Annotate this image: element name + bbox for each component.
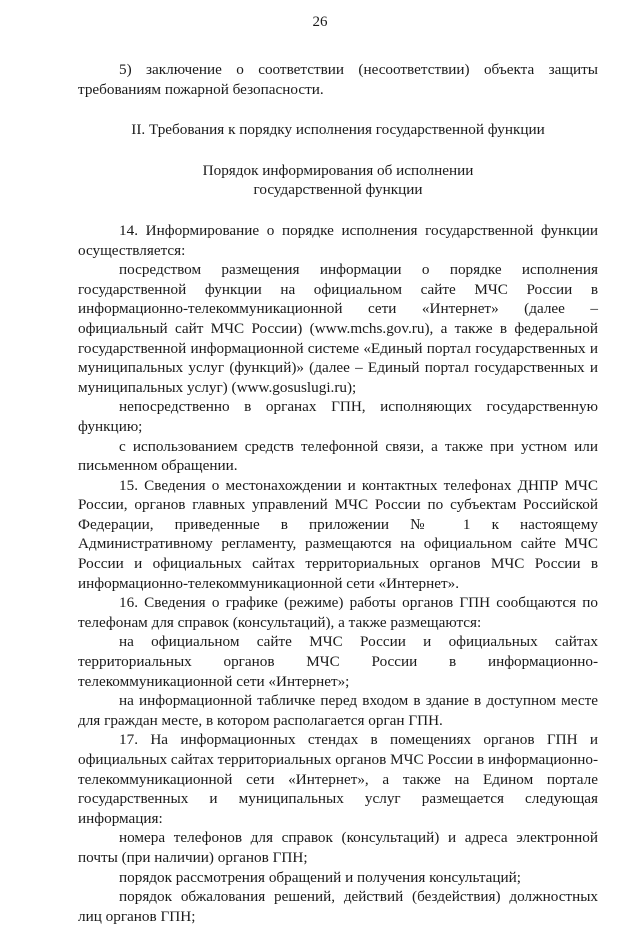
paragraph-14-item-in-person: непосредственно в органах ГПН, исполняющих государственную функцию; <box>78 398 598 435</box>
section-title: II. Требования к порядку исполнения государственной функции <box>131 121 545 139</box>
intro-item-5: 5) заключение о соответствии (несоответствии) объекта защиты требованиям пожарной безопасности. <box>78 61 598 98</box>
paragraph-15: 15. Сведения о местонахождении и контактных телефонах ДНПР МЧС России, органов главных управлений МЧС России по субъектам Российской Федерации, приведенные в приложении № 1 к настоящему Административному регламенту, размещаются на официальном сайте МЧС России и официальных сайтах территориальных органов МЧС России в информационно-телекоммуникационной сети «Интернет». <box>78 476 598 592</box>
paragraph-17-item-appeal: порядок обжалования решений, действий (бездействия) должностных лиц органов ГПН; <box>78 888 598 925</box>
paragraph-17: 17. На информационных стендах в помещениях органов ГПН и официальных сайтах территориальных органов МЧС России в информационно-телекоммуникационной сети «Интернет», а также на Едином портале государственных и муниципальных услуг размещается следующая информация: <box>78 731 598 827</box>
paragraphs <box>78 221 598 926</box>
document-body <box>78 60 598 926</box>
paragraph-16: 16. Сведения о графике (режиме) работы органов ГПН сообщаются по телефонам для справок (консультаций), а также размещаются: <box>78 594 598 631</box>
paragraph-14: 14. Информирование о порядке исполнения государственной функции осуществляется: <box>78 221 598 259</box>
paragraph-16-item-sign: на информационной табличке перед входом в здание в доступном месте для граждан месте, в котором располагается орган ГПН. <box>78 692 598 729</box>
paragraph-16-item-website: на официальном сайте МЧС России и официальных сайтах территориальных органов МЧС России в информационно-телекоммуникационной сети «Интернет»; <box>78 633 598 690</box>
subtitle-line-2: государственной функции <box>253 181 423 199</box>
paragraph-17-item-procedure: порядок рассмотрения обращений и получения консультаций; <box>119 868 522 886</box>
subtitle-line-1: Порядок информирования об исполнении <box>202 161 474 179</box>
paragraph-14-item-phone: с использованием средств телефонной связи, а также при устном или письменном обращении. <box>78 437 598 475</box>
paragraph-17-item-phones: номера телефонов для справок (консультаций) и адреса электронной почты (при наличии) органов ГПН; <box>78 829 598 866</box>
page-number: 26 <box>312 14 328 30</box>
paragraph-14-item-website: посредством размещения информации о порядке исполнения государственной функции на официальном сайте МЧС России в информационно-телекоммуникационной сети «Интернет» (далее – официальный сайт МЧС России) (www.mchs.gov.ru), а также в федеральной государственной информационной системе «Единый портал государственных и муниципальных услуг (функций)» (далее – Единый портал государственных и муниципальных услуг) (www.gosuslugi.ru); <box>78 261 598 396</box>
section-subtitle <box>78 161 598 200</box>
